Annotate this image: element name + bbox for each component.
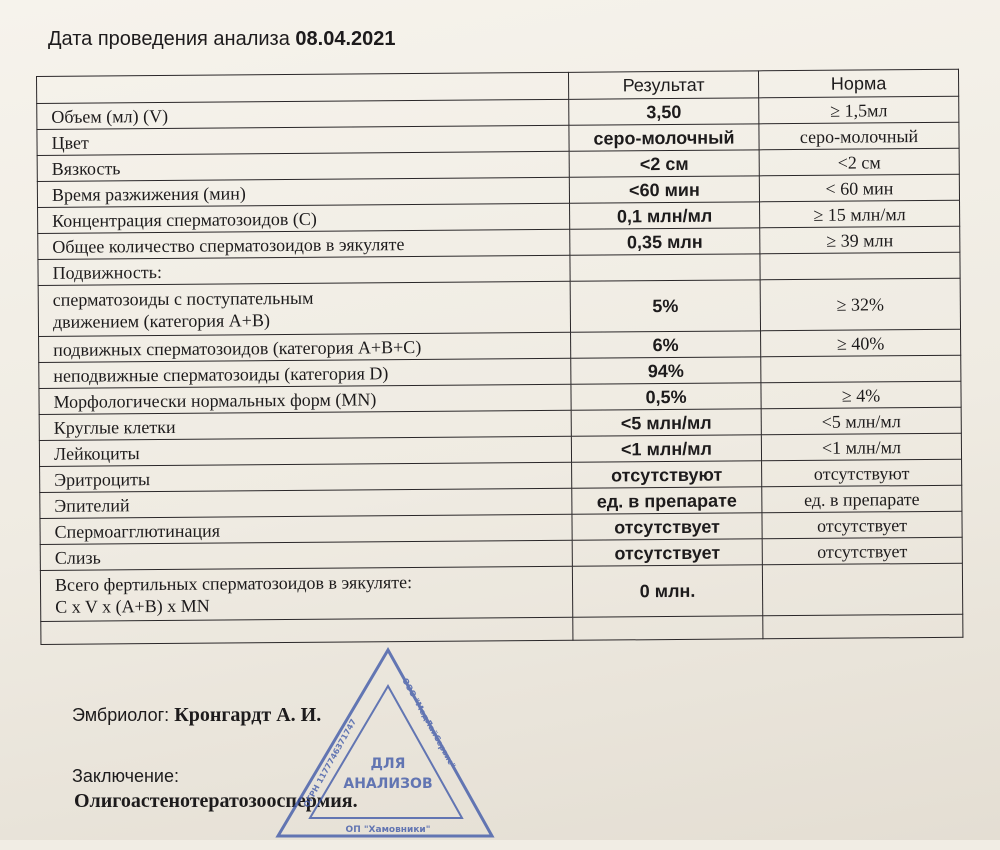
norm-cell: отсутствует — [762, 537, 962, 565]
param-cell: Объем (мл) (V) — [37, 99, 569, 129]
stamp-right-edge: ООО "МедЛайСервис" — [400, 676, 458, 770]
stamp-bottom-edge: ОП "Хамовники" — [345, 825, 431, 835]
norm-cell: < 60 мин — [759, 174, 959, 202]
result-cell — [570, 254, 760, 281]
result-cell: 0 млн. — [572, 565, 762, 617]
date-label: Дата проведения анализа — [48, 28, 290, 50]
norm-cell — [761, 355, 961, 383]
param-cell: Подвижность: — [38, 255, 570, 285]
param-cell: подвижных сперматозоидов (категория A+B+C) — [39, 332, 571, 362]
norm-cell: серо-молочный — [759, 122, 959, 150]
results-table — [36, 69, 963, 645]
param-cell: Круглые клетки — [39, 410, 571, 440]
param-cell — [38, 281, 570, 336]
result-cell: <2 см — [569, 150, 759, 177]
norm-cell: ≥ 40% — [761, 329, 961, 357]
param-cell: Общее количество сперматозоидов в эякуляте — [38, 229, 570, 259]
conclusion-label: Заключение: — [72, 766, 179, 786]
embryologist-name: Кронгардт А. И. — [174, 704, 322, 726]
norm-cell: ≥ 4% — [761, 381, 961, 409]
table-row — [38, 278, 960, 336]
param-cell: Лейкоциты — [39, 436, 571, 466]
table-row — [40, 563, 962, 621]
result-cell: 0,1 млн/мл — [570, 202, 760, 229]
norm-cell: ≥ 32% — [760, 278, 960, 331]
result-cell: 3,50 — [569, 98, 759, 125]
norm-cell: <1 млн/мл — [761, 433, 961, 461]
param-line: C x V x (A+B) x MN — [55, 595, 210, 617]
result-cell: ед. в препарате — [572, 487, 762, 514]
param-cell: неподвижные сперматозоиды (категория D) — [39, 358, 571, 388]
param-cell: Морфологически нормальных форм (MN) — [39, 384, 571, 414]
param-cell: Эритроциты — [40, 462, 572, 492]
empty-cell — [573, 616, 763, 640]
date-value: 08.04.2021 — [295, 28, 396, 50]
norm-cell: ≥ 39 млн — [760, 226, 960, 254]
result-cell: 0,5% — [571, 383, 761, 410]
norm-cell: отсутствует — [762, 511, 962, 539]
norm-cell: <2 см — [759, 148, 959, 176]
result-cell: 94% — [571, 357, 761, 384]
param-cell — [40, 566, 572, 621]
empty-cell — [763, 614, 963, 639]
result-cell: отсутствуют — [572, 461, 762, 488]
norm-cell: <5 млн/мл — [761, 407, 961, 435]
norm-cell: ед. в препарате — [762, 485, 962, 513]
param-cell: Цвет — [37, 125, 569, 155]
param-cell: Спермоагглютинация — [40, 514, 572, 544]
result-cell: отсутствует — [572, 539, 762, 566]
norm-cell — [760, 252, 960, 280]
result-cell: <5 млн/мл — [571, 409, 761, 436]
param-line: движением (категория A+B) — [52, 310, 270, 332]
result-cell: <60 мин — [569, 176, 759, 203]
clinic-stamp — [260, 640, 500, 850]
norm-cell: ≥ 1,5мл — [759, 96, 959, 124]
param-cell: Эпителий — [40, 488, 572, 518]
norm-cell — [762, 563, 962, 616]
header-cell-result: Результат — [568, 71, 758, 99]
norm-cell: отсутствуют — [762, 459, 962, 487]
result-cell: 6% — [571, 331, 761, 358]
result-cell: <1 млн/мл — [571, 435, 761, 462]
header-cell-parameter — [37, 72, 569, 103]
analysis-date-line — [48, 28, 396, 51]
conclusion-text: Олигоастенотератозооспермия. — [74, 790, 358, 812]
param-line: Всего фертильных сперматозоидов в эякуляте: — [54, 572, 413, 595]
stamp-center-top: ДЛЯ — [370, 756, 406, 772]
norm-cell: ≥ 15 млн/мл — [760, 200, 960, 228]
param-cell: Концентрация сперматозоидов (С) — [38, 203, 570, 233]
result-cell: отсутствует — [572, 513, 762, 540]
param-line: сперматозоиды с поступательным — [52, 287, 314, 310]
embryologist-label: Эмбриолог: — [72, 705, 170, 725]
stamp-center-bottom: АНАЛИЗОВ — [343, 776, 433, 792]
result-cell: 0,35 млн — [570, 228, 760, 255]
result-cell: 5% — [570, 280, 760, 332]
param-cell: Время разжижения (мин) — [37, 177, 569, 207]
param-cell: Слизь — [40, 540, 572, 570]
stamp-left-edge: ОГРН 1177746371747 — [301, 717, 359, 809]
result-cell: серо-молочный — [569, 124, 759, 151]
header-cell-norm: Норма — [758, 69, 958, 98]
param-cell: Вязкость — [37, 151, 569, 181]
